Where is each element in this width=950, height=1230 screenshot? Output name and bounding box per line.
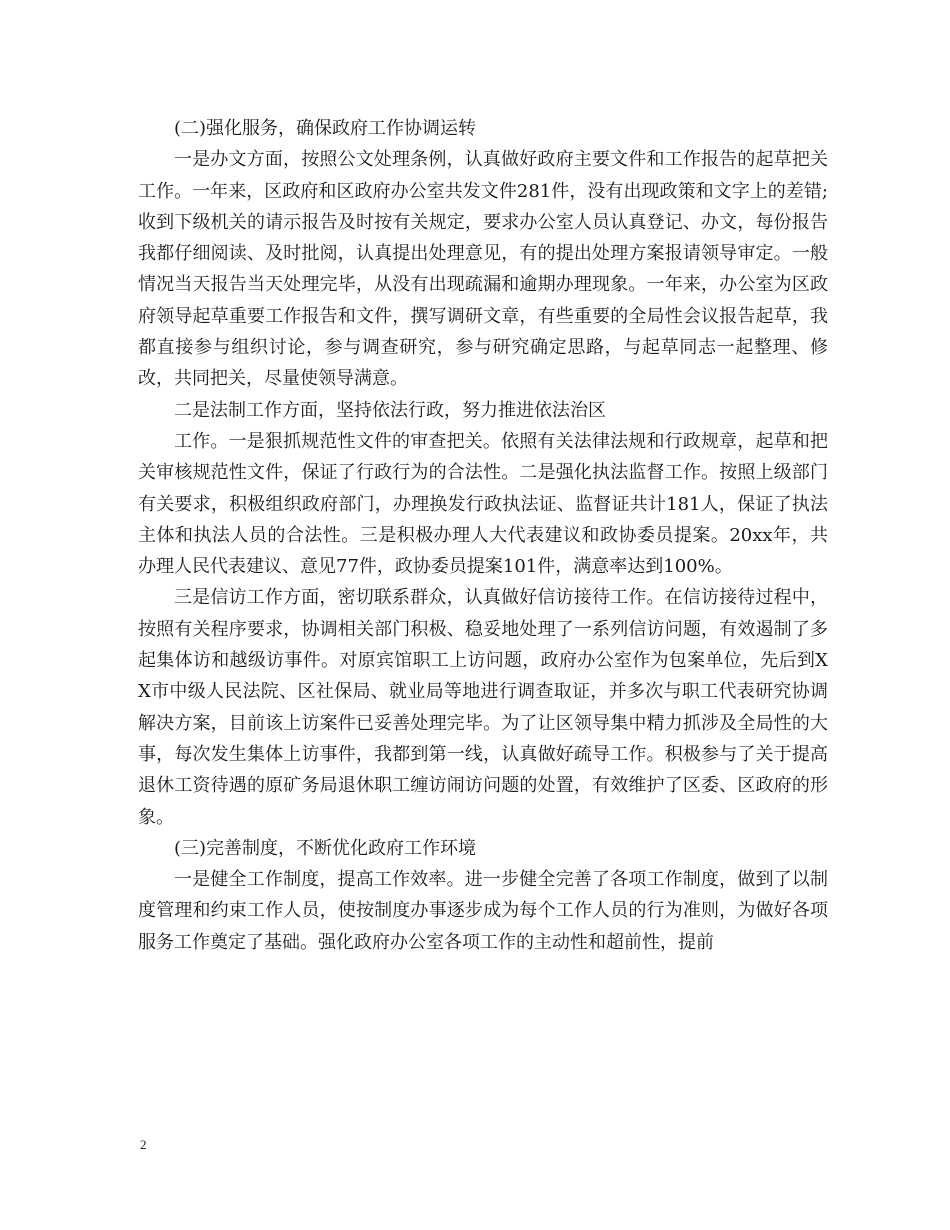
document-body — [138, 113, 828, 958]
section-heading-2: (二)强化服务，确保政府工作协调运转 — [174, 118, 477, 139]
paragraph-document-handling: 一是办文方面，按照公文处理条例，认真做好政府主要文件和工作报告的起草把关工作。一年来，区政府和区政府办公室共发文件281件，没有出现政策和文字上的差错;收到下级机关的请示报告及时按有关规定，要求办公室人员认真登记、办文，每份报告我都仔细阅读、及时批阅，认真提出处理意见，有的提出处理方案报请领导审定。一般情况当天报告当天处理完毕，从没有出现疏漏和逾期办理现象。一年来，办公室为区政府领导起草重要工作报告和文件，撰写调研文章，有些重要的全局性会议报告起草，我都直接参与组织讨论，参与调查研究，参与研究确定思路，与起草同志一起整理、修改，共同把关，尽量使领导满意。 — [138, 149, 828, 390]
section-heading-3: (三)完善制度，不断优化政府工作环境 — [174, 837, 477, 859]
paragraph-work-system: 一是健全工作制度，提高工作效率。进一步健全完善了各项工作制度，做到了以制度管理和约束工作人员，使按制度办事逐步成为每个工作人员的行为准则，为做好各项服务工作奠定了基础。强化政府办公室各项工作的主动性和超前性，提前 — [138, 869, 828, 953]
paragraph-legal-work-heading: 二是法制工作方面，坚持依法行政，努力推进依法治区 — [174, 399, 606, 421]
paragraph-legal-work: 工作。一是狠抓规范性文件的审查把关。依照有关法律法规和行政规章，起草和把关审核规范性文件，保证了行政行为的合法性。二是强化执法监督工作。按照上级部门有关要求，积极组织政府部门，办理换发行政执法证、监督证共计181人，保证了执法主体和执法人员的合法性。三是积极办理人大代表建议和政协委员提案。20xx年，共办理人民代表建议、意见77件，政协委员提案101件，满意率达到100%。 — [138, 430, 828, 578]
paragraph-petition-work: 三是信访工作方面，密切联系群众，认真做好信访接待工作。在信访接待过程中，按照有关程序要求，协调相关部门积极、稳妥地处理了一系列信访问题，有效遏制了多起集体访和越级访事件。对原宾馆职工上访问题，政府办公室作为包案单位，先后到XX市中级人民法院、区社保局、就业局等地进行调查取证，并多次与职工代表研究协调解决方案，目前该上访案件已妥善处理完毕。为了让区领导集中精力抓涉及全局性的大事，每次发生集体上访事件，我都到第一线，认真做好疏导工作。积极参与了关于提高退休工资待遇的原矿务局退休职工缠访闹访问题的处置，有效维护了区委、区政府的形象。 — [138, 587, 828, 828]
page-number: 2 — [140, 1137, 147, 1152]
